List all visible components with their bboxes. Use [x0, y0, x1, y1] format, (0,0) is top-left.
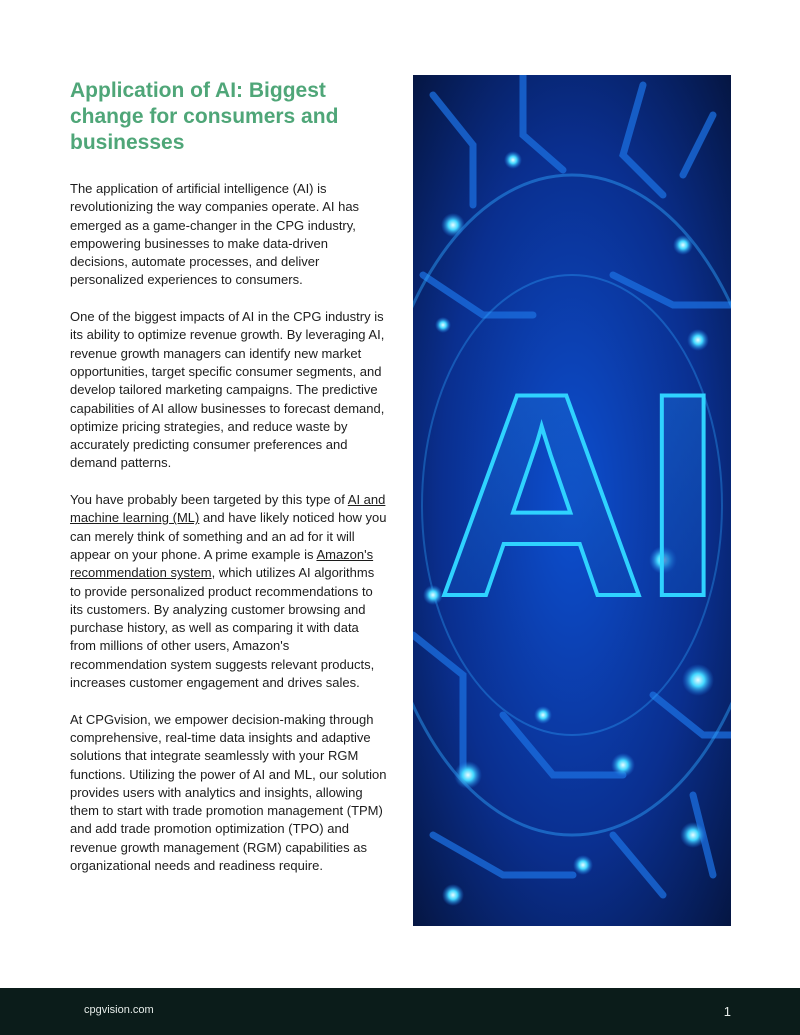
- website-link[interactable]: cpgvision.com: [84, 1004, 154, 1016]
- ai-ml-link[interactable]: AI and machine learning (ML): [70, 492, 386, 526]
- paragraph-intro: The application of artificial intelligence (AI) is revolutionizing the way companies operate. AI has emerged as a game-changer in the CPG industry, empowering businesses to make data-driven decisions, automate processes, and deliver personalized experiences to consumers.: [70, 181, 360, 288]
- text-segment: and have likely noticed how you can merely think of something and an ad for it will appear on your phone. A prime example is: [70, 510, 387, 562]
- page-title: Application of AI: Biggest change for consumers and businesses: [70, 79, 339, 154]
- page-footer: [0, 988, 800, 1035]
- text-segment: , which utilizes AI algorithms to provide personalized product recommendations to its customers. By analyzing customer browsing and purchase history, as well as comparing it with data from millions of other users, Amazon's recommendation system suggests relevant products, increases customer engagement and drives sales.: [70, 565, 375, 691]
- paragraph-revenue-growth: One of the biggest impacts of AI in the CPG industry is its ability to optimize revenue growth. By leveraging AI, revenue growth managers can identify new market opportunities, target specific consumer segments, and develop tailored marketing campaigns. The predictive capabilities of AI allow businesses to forecast demand, optimize pricing strategies, and reduce waste by accurately predicting consumer preferences and demand patterns.: [70, 309, 385, 471]
- amazon-recommendation-link[interactable]: Amazon's recommendation system: [70, 546, 374, 581]
- ai-circuit-illustration: [413, 75, 731, 926]
- hero-ai-image: [413, 75, 731, 926]
- paragraph-cpgvision: At CPGvision, we empower decision-making through comprehensive, real-time data insights and adaptive solutions that integrate seamlessly with your RGM functions. Utilizing the power of AI and ML, our solution provides users with analytics and insights, allowing them to start with trade promotion management (TPM) and add trade promotion optimization (TPO) and revenue growth management (RGM) capabilities as organizational needs and readiness require.: [70, 711, 387, 873]
- hero-ai-text: AI: [437, 333, 719, 657]
- page-number: 1: [723, 1004, 731, 1019]
- text-segment: You have probably been targeted by this type of: [70, 492, 348, 508]
- article-body: [70, 180, 388, 894]
- paragraph-amazon-example: [70, 491, 388, 692]
